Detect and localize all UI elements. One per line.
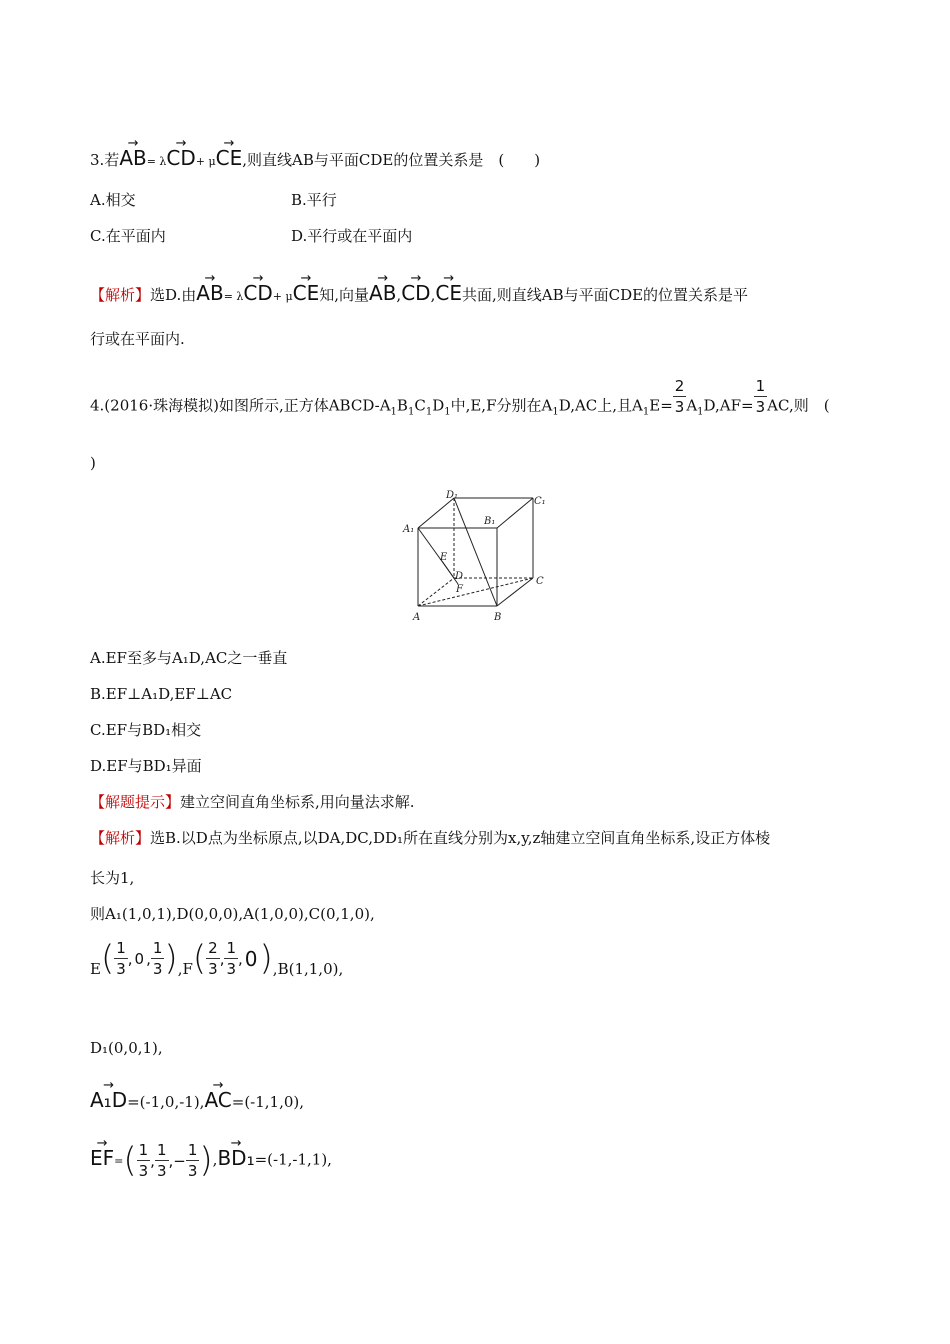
- vectors-ef-bd1: → EF=( $\frac{1}{3}$ , $\frac{1}{3}$ ,− $\frac{1}{3}$ ),→ BD₁=(-1,-1,1),: [90, 1140, 332, 1190]
- q4-stem-close: ): [90, 454, 96, 472]
- label-d: D: [455, 571, 464, 582]
- cube-figure: [400, 488, 560, 626]
- q4-option-a: A.EF至多与A₁D,AC之一垂直: [90, 649, 288, 667]
- points-e-f: E( $\frac{1}{3}$ , 0 , $\frac{1}{3}$ ),F( $\frac{2}{3}$ , $\frac{1}{3}$ , 0),B(1,1,0),: [90, 938, 344, 979]
- label-b1: B₁: [484, 516, 496, 527]
- q4-option-b: B.EF⊥A₁D,EF⊥AC: [90, 685, 233, 703]
- label-f: F: [456, 584, 463, 595]
- label-a1: A₁: [403, 524, 415, 535]
- q4-hint: 【解题提示】建立空间直角坐标系,用向量法求解.: [90, 793, 415, 811]
- q3-stem: 3.若→ AB= λ→ CD+ μ→ CE,则直线AB与平面CDE的位置关系是 ( ): [90, 148, 540, 172]
- label-b: B: [494, 612, 502, 623]
- q4-solution-line3: 则A₁(1,0,1),D(0,0,0),A(1,0,0),C(0,1,0),: [90, 905, 375, 923]
- q3-solution: 【解析】选D.由→ AB= λ→ CD+ μ→ CE知,向量→ AB,→ CD,→ CE共面,则直线AB与平面CDE的位置关系是平: [90, 283, 748, 307]
- label-d1: D₁: [446, 490, 459, 501]
- vector-cd: → CD: [166, 148, 195, 168]
- q3-solution-line2: 行或在平面内.: [90, 330, 185, 348]
- label-c1: C₁: [534, 496, 546, 507]
- q4-stem: 4.(2016·珠海模拟)如图所示,正方体ABCD-$A_1B_1C_1D_1$中,E,F分别在$A_1D,AC$上,且$A_1E=$ $\frac{2}{3}$ $A_1D,AF=$ $\frac{1}{3}$ AC,则 (: [90, 377, 830, 418]
- point-d1: D₁(0,0,1),: [90, 1039, 163, 1057]
- hint-tag: 【解题提示】: [90, 793, 181, 811]
- label-c: C: [536, 576, 544, 587]
- solution-tag: 【解析】: [90, 286, 151, 304]
- vector-ce: → CE: [216, 148, 243, 168]
- label-e: E: [440, 552, 448, 563]
- solution-tag: 【解析】: [90, 829, 151, 847]
- vectors-a1d-ac: → A₁D=(-1,0,-1),→ AC=(-1,1,0),: [90, 1090, 304, 1112]
- q4-solution-line2: 长为1,: [90, 869, 135, 887]
- q3-option-c: C.在平面内: [90, 227, 166, 245]
- q3-option-b: B.平行: [291, 191, 337, 209]
- q4-option-d: D.EF与BD₁异面: [90, 757, 202, 775]
- q3-option-d: D.平行或在平面内: [291, 227, 413, 245]
- vector-ab: → AB: [119, 148, 146, 168]
- label-a: A: [413, 612, 421, 623]
- q4-solution-line1: 【解析】选B.以D点为坐标原点,以DA,DC,DD₁所在直线分别为x,y,z轴建立空间直角坐标系,设正方体棱: [90, 829, 771, 847]
- q4-option-c: C.EF与BD₁相交: [90, 721, 202, 739]
- q3-option-a: A.相交: [90, 191, 136, 209]
